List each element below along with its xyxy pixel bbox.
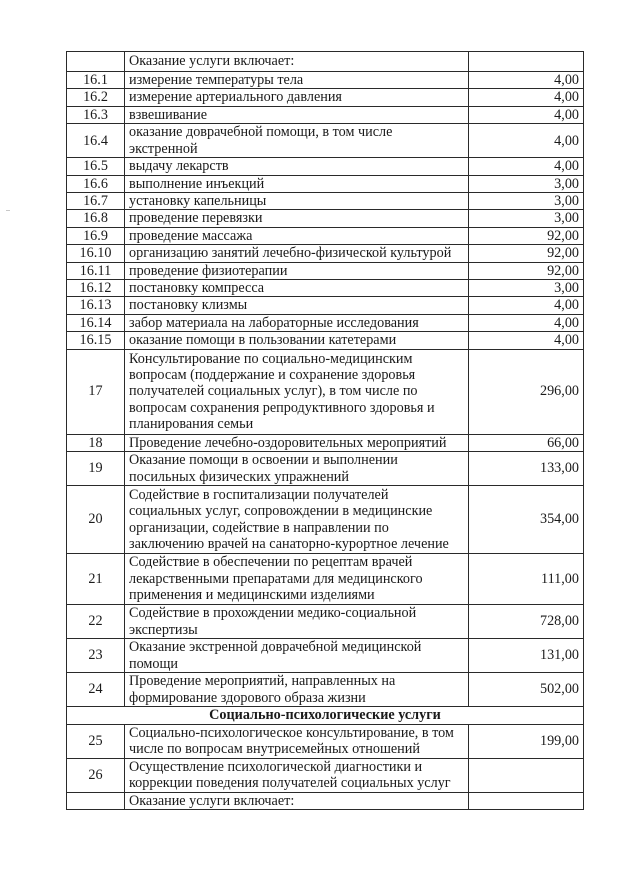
service-price: 111,00: [469, 554, 584, 605]
service-price: 3,00: [469, 280, 584, 297]
row-number: 16.15: [67, 332, 125, 349]
service-description: Консультирование по социально-медицинским вопросам (поддержание и сохранение здоровья получателей социальных услуг), в том числе по вопросам сохранения репродуктивного здоровья и планирования семьи: [125, 349, 469, 434]
row-number: 17: [67, 349, 125, 434]
table-row: [67, 193, 584, 210]
table-row: [67, 639, 584, 673]
service-description: забор материала на лабораторные исследования: [125, 314, 469, 331]
table-row: [67, 452, 584, 486]
service-description: Социально-психологическое консультирование, в том числе по вопросам внутрисемейных отношений: [125, 724, 469, 758]
table-row: [67, 89, 584, 106]
table-row: [67, 297, 584, 314]
service-price: 4,00: [469, 89, 584, 106]
scan-mark: [6, 210, 10, 211]
table-row: [67, 262, 584, 279]
service-description: проведение перевязки: [125, 210, 469, 227]
service-description: Содействие в прохождении медико-социальной экспертизы: [125, 605, 469, 639]
row-number: 16.12: [67, 280, 125, 297]
service-description: измерение температуры тела: [125, 72, 469, 89]
service-description: проведение массажа: [125, 227, 469, 244]
table-row: [67, 314, 584, 331]
table-row: [67, 124, 584, 158]
table-row: [67, 72, 584, 89]
table-row: [67, 106, 584, 123]
row-number: 23: [67, 639, 125, 673]
service-description: оказание помощи в пользовании катетерами: [125, 332, 469, 349]
service-price: 66,00: [469, 434, 584, 451]
service-description: измерение артериального давления: [125, 89, 469, 106]
row-number: 22: [67, 605, 125, 639]
row-number: 16.2: [67, 89, 125, 106]
service-price: 502,00: [469, 673, 584, 707]
service-description: Проведение мероприятий, направленных на формирование здорового образа жизни: [125, 673, 469, 707]
table-row: [67, 52, 584, 72]
service-price: 4,00: [469, 332, 584, 349]
row-number: 16.11: [67, 262, 125, 279]
service-price: 296,00: [469, 349, 584, 434]
service-description: Осуществление психологической диагностики и коррекции поведения получателей социальных услуг: [125, 758, 469, 792]
service-description: постановку компресса: [125, 280, 469, 297]
service-price: 3,00: [469, 210, 584, 227]
row-number: 16.5: [67, 158, 125, 175]
service-price: 133,00: [469, 452, 584, 486]
table-row: [67, 554, 584, 605]
table-row: [67, 210, 584, 227]
row-number: 16.9: [67, 227, 125, 244]
service-price: 354,00: [469, 486, 584, 554]
table-row: [67, 227, 584, 244]
service-description: Содействие в госпитализации получателей социальных услуг, сопровождении в медицинские организации, содействие в направлении по заключению врачей на санаторно-курортное лечение: [125, 486, 469, 554]
table-row: [67, 605, 584, 639]
service-description: проведение физиотерапии: [125, 262, 469, 279]
row-number: 16.10: [67, 245, 125, 262]
row-number: 19: [67, 452, 125, 486]
service-description: организацию занятий лечебно-физической культурой: [125, 245, 469, 262]
row-number: 21: [67, 554, 125, 605]
row-number: 16.13: [67, 297, 125, 314]
row-number: 16.1: [67, 72, 125, 89]
table-body: [67, 52, 584, 810]
table-row: [67, 349, 584, 434]
table-row: [67, 673, 584, 707]
services-price-table: [66, 51, 584, 810]
row-number: 16.3: [67, 106, 125, 123]
row-number: 24: [67, 673, 125, 707]
row-number: 16.6: [67, 175, 125, 192]
table-row: [67, 175, 584, 192]
service-description: Оказание экстренной доврачебной медицинской помощи: [125, 639, 469, 673]
service-price: 4,00: [469, 124, 584, 158]
service-price: 4,00: [469, 158, 584, 175]
service-price: 92,00: [469, 245, 584, 262]
service-price: 728,00: [469, 605, 584, 639]
service-price: 3,00: [469, 175, 584, 192]
service-description: Оказание помощи в освоении и выполнении посильных физических упражнений: [125, 452, 469, 486]
service-price: 4,00: [469, 106, 584, 123]
table-row: [67, 758, 584, 792]
service-price: 92,00: [469, 262, 584, 279]
service-price: 3,00: [469, 193, 584, 210]
table-row: [67, 245, 584, 262]
service-price: [469, 758, 584, 792]
service-price: 4,00: [469, 314, 584, 331]
service-price: 131,00: [469, 639, 584, 673]
service-price: 92,00: [469, 227, 584, 244]
service-price: 4,00: [469, 72, 584, 89]
table-row: [67, 724, 584, 758]
table-row: [67, 158, 584, 175]
service-description: выдачу лекарств: [125, 158, 469, 175]
service-price: [469, 792, 584, 809]
service-price: 4,00: [469, 297, 584, 314]
table-row: [67, 792, 584, 809]
row-number: 18: [67, 434, 125, 451]
service-description: Содействие в обеспечении по рецептам врачей лекарственными препаратами для медицинского применения и медицинскими изделиями: [125, 554, 469, 605]
table-row: [67, 486, 584, 554]
row-number: 25: [67, 724, 125, 758]
row-number: 16.4: [67, 124, 125, 158]
service-price: [469, 52, 584, 72]
section-header-row: [67, 707, 584, 724]
service-description: Оказание услуги включает:: [125, 52, 469, 72]
row-number: 16.14: [67, 314, 125, 331]
service-description: постановку клизмы: [125, 297, 469, 314]
row-number: [67, 792, 125, 809]
service-description: оказание доврачебной помощи, в том числе экстренной: [125, 124, 469, 158]
table-row: [67, 434, 584, 451]
service-description: взвешивание: [125, 106, 469, 123]
section-title: Социально-психологические услуги: [67, 707, 584, 724]
row-number: 16.7: [67, 193, 125, 210]
table-row: [67, 280, 584, 297]
row-number: 26: [67, 758, 125, 792]
service-price: 199,00: [469, 724, 584, 758]
service-description: Проведение лечебно-оздоровительных мероприятий: [125, 434, 469, 451]
row-number: 20: [67, 486, 125, 554]
row-number: 16.8: [67, 210, 125, 227]
service-description: Оказание услуги включает:: [125, 792, 469, 809]
service-description: установку капельницы: [125, 193, 469, 210]
table-row: [67, 332, 584, 349]
row-number: [67, 52, 125, 72]
service-description: выполнение инъекций: [125, 175, 469, 192]
